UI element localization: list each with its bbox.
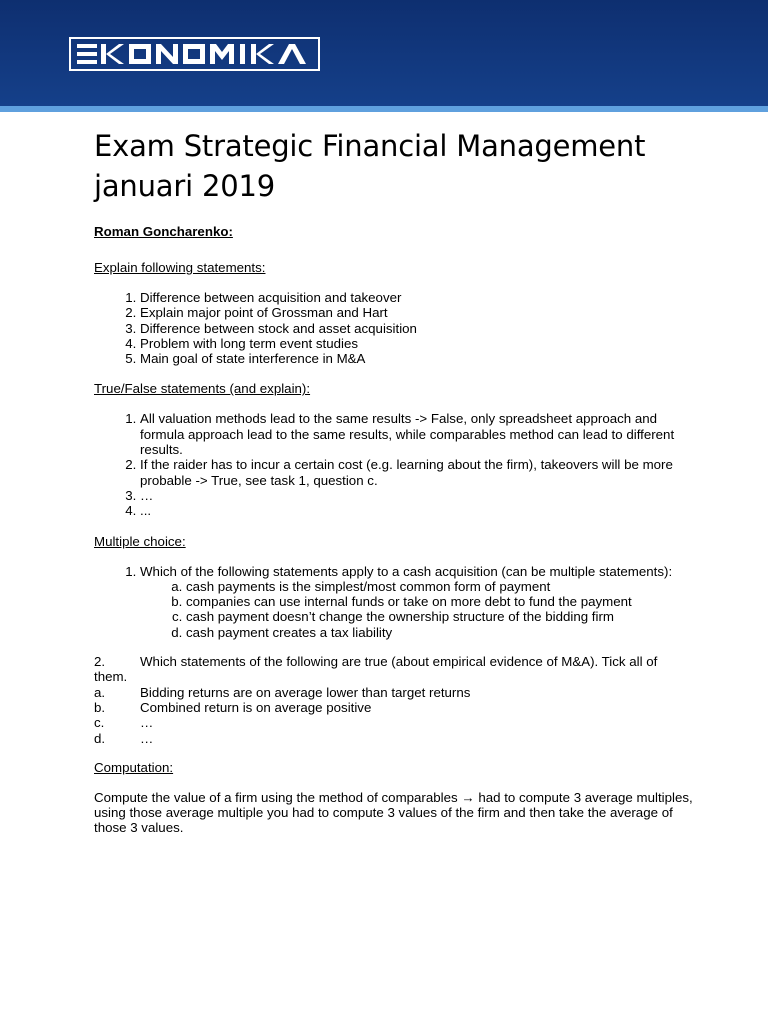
option-item: b. Combined return is on average positive <box>94 699 372 715</box>
explain-list <box>94 290 694 366</box>
option-item: a. Bidding returns are on average lower than target returns <box>94 684 471 700</box>
question-text: Which of the following statements apply to a cash acquisition (can be multiple statements): <box>140 563 673 579</box>
list-item <box>140 564 694 640</box>
document-title: Exam Strategic Financial Management januari 2019 <box>94 129 646 203</box>
question-number: 2. <box>94 654 106 670</box>
list-item: 1. Difference between acquisition and takeover <box>140 290 694 305</box>
author-heading: Roman Goncharenko: <box>94 224 233 239</box>
question-text: Which statements of the following are true (about empirical evidence of M&A). Tick all of them. <box>94 654 658 685</box>
list-item: 3. … <box>140 488 694 503</box>
truefalse-heading: True/False statements (and explain): <box>94 381 311 397</box>
ekonomika-logo <box>69 37 320 71</box>
truefalse-list <box>94 411 694 518</box>
option-list <box>140 579 694 640</box>
header-accent-stripe <box>0 106 768 112</box>
option-item: c. cash payment doesn’t change the ownership structure of the bidding firm <box>186 609 694 624</box>
list-item: 4. Problem with long term event studies <box>140 336 694 351</box>
option-item: b. companies can use internal funds or take on more debt to fund the payment <box>186 594 694 609</box>
list-item: 2. Explain major point of Grossman and Hart <box>140 305 694 320</box>
list-item: 4. ... <box>140 503 694 518</box>
option-item: c. … <box>94 715 154 731</box>
option-item: d. … <box>94 730 154 746</box>
list-item: 5. Main goal of state interference in M&A <box>140 351 694 366</box>
option-item: a. cash payments is the simplest/most common form of payment <box>186 579 694 594</box>
computation-heading: Computation: <box>94 759 174 775</box>
explain-heading: Explain following statements: <box>94 260 266 275</box>
multiple-choice-heading: Multiple choice: <box>94 533 186 549</box>
logo-lettering-icon <box>71 39 318 69</box>
list-item: 3. Difference between stock and asset acquisition <box>140 321 694 336</box>
list-item: 1. All valuation methods lead to the same results -> False, only spreadsheet approach and formula approach lead to the same results, while comparables method can lead to different results. <box>140 411 694 457</box>
multiple-choice-list <box>94 564 694 640</box>
question-2 <box>94 654 694 685</box>
document-body <box>94 126 694 836</box>
computation-text: Compute the value of a firm using the method of comparables → had to compute 3 average multiples, using those average multiple you had to compute 3 values of the firm and then take the average of those 3 values. <box>94 789 693 836</box>
list-item: 2. If the raider has to incur a certain cost (e.g. learning about the firm), takeovers will be more probable -> True, see task 1, question c. <box>140 457 694 488</box>
option-item: d. cash payment creates a tax liability <box>186 625 694 640</box>
question-2-options <box>94 685 694 746</box>
